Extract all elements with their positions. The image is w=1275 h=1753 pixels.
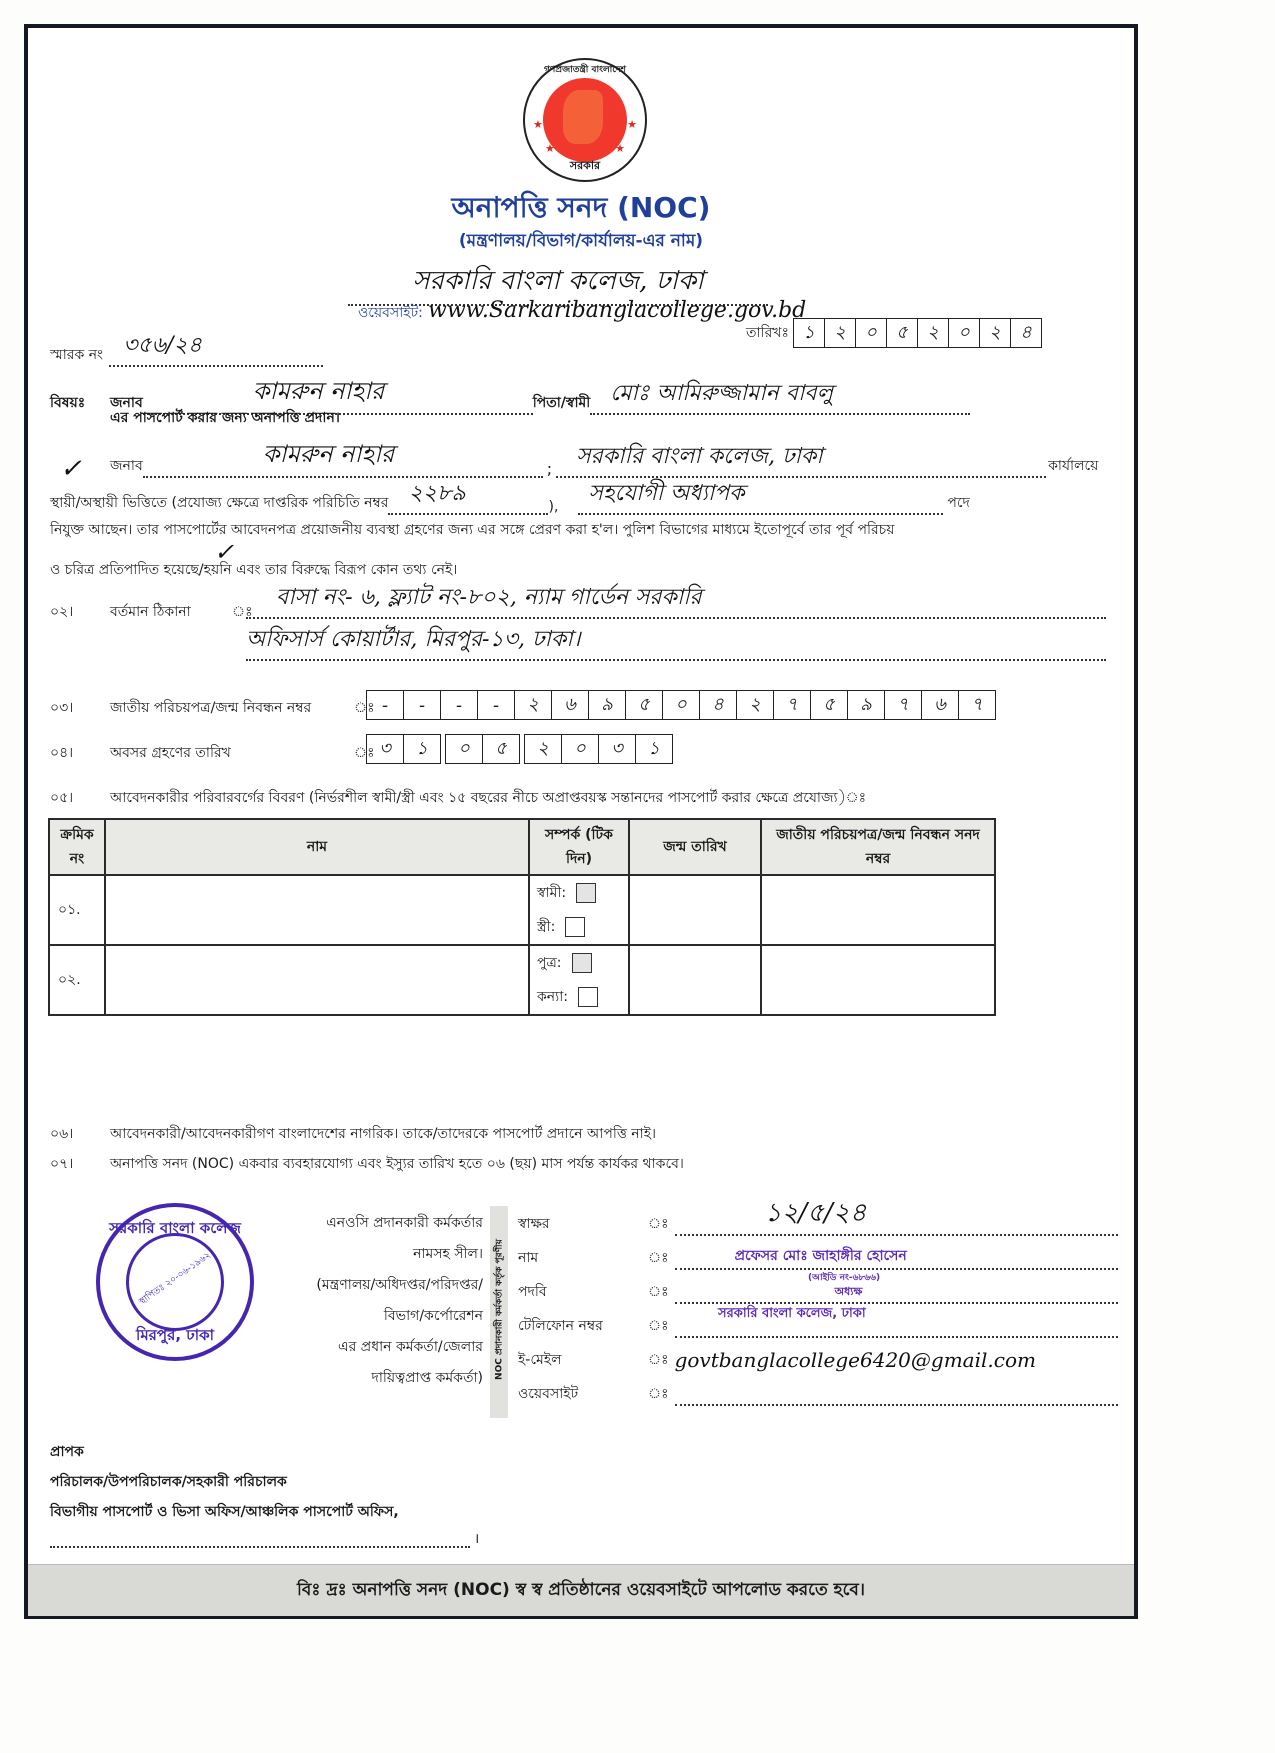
website-field[interactable]: www.Sarkaribanglacollege.gov.bd [428, 298, 807, 323]
officer-desc-line: এনওসি প্রদানকারী কর্মকর্তার [326, 1215, 483, 1231]
field-colon: ঃ [648, 1250, 669, 1266]
body-name-field[interactable]: কামরুন নাহার [143, 436, 543, 478]
item-02-number: ০২। [50, 604, 74, 620]
email-label: ই-মেইল [518, 1352, 562, 1368]
col-relation: সম্পর্ক (টিক দিন) [529, 819, 629, 875]
father-label: পিতা/স্বামী [532, 395, 591, 411]
name-label: নাম [518, 1250, 539, 1266]
digit-box[interactable]: ৬ [921, 691, 958, 719]
phone-field[interactable] [675, 1318, 1118, 1338]
row-dob-cell[interactable] [629, 945, 761, 1015]
retirement-day[interactable] [366, 734, 441, 764]
father-name-field[interactable]: মোঃ আমিরুজ্জামান বাবলু [590, 376, 970, 415]
digit-box[interactable]: ৭ [773, 691, 810, 719]
bangladesh-map-icon [563, 90, 603, 144]
star-icon: ★ [627, 118, 637, 131]
field-colon: ঃ [648, 1216, 669, 1232]
row-dob-cell[interactable] [629, 875, 761, 945]
signature-label: স্বাক্ষর [518, 1216, 550, 1232]
retirement-month[interactable] [445, 734, 520, 764]
row-nid-cell[interactable] [761, 945, 995, 1015]
designation-label: পদবি [518, 1284, 547, 1300]
officer-desc-line: দায়িত্বপ্রাপ্ত কর্মকর্তা) [371, 1370, 483, 1386]
basis-text: স্থায়ী/অস্থায়ী ভিত্তিতে (প্রযোজ্য ক্ষেত্রে দাপ্তরিক পরিচিতি নম্বর [50, 495, 389, 511]
website-label: ওয়েবসাইট: [358, 305, 423, 321]
digit-box[interactable]: - [440, 691, 477, 719]
emblem-text-top: গণপ্রজাতন্ত্রী বাংলাদেশ [544, 65, 626, 75]
recipient-office-field[interactable] [50, 1528, 470, 1548]
digit-box[interactable]: ৫ [886, 319, 917, 347]
digit-box[interactable]: ০ [662, 691, 699, 719]
seal-text-top: সরকারি বাংলা কলেজ [109, 1219, 241, 1237]
officer-designation-field[interactable]: অধ্যক্ষ [675, 1283, 1118, 1304]
digit-box[interactable]: ৪ [699, 691, 736, 719]
subject-name-field[interactable]: কামরুন নাহার [143, 373, 533, 415]
digit-box[interactable]: ২ [917, 319, 948, 347]
col-name: নাম [105, 819, 529, 875]
item-04-colon: ঃ [354, 745, 375, 761]
relation-husband-label: স্বামী: [537, 885, 567, 901]
tick-mark: ✓ [214, 538, 235, 566]
row-name-cell[interactable] [105, 875, 529, 945]
star-icon: ★ [545, 142, 555, 155]
digit-box[interactable]: ৯ [847, 691, 884, 719]
item-03-colon: ঃ [354, 700, 375, 716]
id-close: ), [548, 499, 559, 515]
digit-box[interactable]: ০ [458, 737, 470, 759]
field-colon: ঃ [648, 1284, 669, 1300]
digit-box[interactable]: ৩ [598, 735, 635, 763]
address-line-1[interactable]: বাসা নং- ৬, ফ্ল্যাট নং-৮০২, ন্যাম গার্ডেন সরকারি [246, 580, 1106, 619]
digit-box[interactable]: ৩ [379, 737, 391, 759]
officer-desc-line: বিভাগ/কর্পোরেশন [383, 1308, 483, 1324]
item-07-number: ০৭। [50, 1156, 74, 1172]
digit-box[interactable]: ৫ [625, 691, 662, 719]
digit-box[interactable]: ২ [537, 737, 549, 759]
memo-label: স্মারক নং [50, 347, 104, 363]
officer-name-field[interactable]: প্রফেসর মোঃ জাহাঙ্গীর হোসেন [675, 1244, 1118, 1270]
officer-fields: স্বাক্ষর ঃ ১২/৫/২৪ নাম ঃ প্রফেসর মোঃ জাহাঙ্গীর হোসেন (আইডি নং-৬৮৬৬) পদবি ঃ অধ্যক্ষ সরকারি বাংলা কলেজ, ঢাকা টেলিফোন নম্বর ঃ ই-মেইল ঃ govtbanglacollege6420@gmail.com ওয়েবসাইট ঃ [518, 1202, 1118, 1406]
designation-suffix: পদে [947, 495, 970, 511]
retirement-year[interactable] [524, 734, 673, 764]
relation-son-checkbox[interactable] [572, 953, 592, 973]
item-06-text: আবেদনকারী/আবেদনকারীগণ বাংলাদেশের নাগরিক। তাকে/তাদেরকে পাসপোর্ট প্রদানে আপত্তি নাই। [110, 1126, 657, 1142]
subject-mr-label: জনাব [110, 395, 143, 411]
form-title: অনাপত্তি সনদ (NOC) [451, 191, 711, 224]
relation-daughter-label: কন্যা: [537, 989, 568, 1005]
body-office-field[interactable]: সরকারি বাংলা কলেজ, ঢাকা [556, 439, 1046, 478]
officer-desc-line: নামসহ সীল। [413, 1246, 483, 1262]
digit-box[interactable]: ২ [824, 319, 855, 347]
body-paragraph-2: ও চরিত্র প্রতিপাদিত হয়েছে/হয়নি এবং তার বিরুদ্ধে বিরূপ কোন তথ্য নেই। [50, 562, 458, 578]
digit-box[interactable]: ২ [736, 691, 773, 719]
digit-box[interactable]: ৭ [884, 691, 921, 719]
item-04-label: অবসর গ্রহণের তারিখ [110, 745, 231, 761]
item-05-number: ০৫। [50, 790, 74, 806]
date-label: তারিখঃ [746, 325, 789, 341]
relation-wife-label: স্ত্রী: [537, 919, 556, 935]
digit-box[interactable]: ১ [803, 321, 815, 343]
row-nid-cell[interactable] [761, 875, 995, 945]
officer-website-field[interactable] [675, 1386, 1118, 1406]
recipient-line-1: পরিচালক/উপপরিচালক/সহকারী পরিচালক [50, 1474, 287, 1490]
field-colon: ঃ [648, 1318, 669, 1334]
office-name-field[interactable]: সরকারি বাংলা কলেজ, ঢাকা [348, 260, 768, 306]
field-colon: ঃ [648, 1352, 669, 1368]
email-field[interactable]: govtbanglacollege6420@gmail.com [674, 1348, 1036, 1372]
form-subtitle: (মন্ত্রণালয়/বিভাগ/কার্যালয়-এর নাম) [458, 231, 704, 251]
tick-mark: ✓ [60, 454, 82, 484]
relation-wife-checkbox[interactable] [565, 917, 585, 937]
digit-box[interactable]: ১ [403, 735, 440, 763]
designation-field[interactable]: সহযোগী অধ্যাপক [578, 476, 943, 515]
digit-box[interactable]: ০ [855, 319, 886, 347]
digit-box[interactable]: ২ [514, 691, 551, 719]
recipient-label: প্রাপক [50, 1444, 84, 1460]
memo-number-field[interactable]: ৩৫৬/২৪ [109, 328, 323, 367]
item-05-label: আবেদনকারীর পরিবারবর্গের বিবরণ (নির্ভরশীল স্বামী/স্ত্রী এবং ১৫ বছরের নীচে অপ্রাপ্তবয়স্ক সন্তানদের পাসপোর্ট করার ক্ষেত্রে প্রযোজ্য)ঃ [110, 790, 867, 806]
body-paragraph-1: নিযুক্ত আছেন। তার পাসপোর্টের আবেদনপত্র প্রয়োজনীয় ব্যবস্থা গ্রহণের জন্য এর সঙ্গে প্রেরণ করা হ'ল। পুলিশ বিভাগের মাধ্যমে ইতোপূর্বে তার পূর্ব পরিচয় [50, 522, 895, 538]
table-row [49, 875, 995, 945]
relation-son-label: পুত্র: [537, 955, 562, 971]
digit-box[interactable]: - [403, 691, 440, 719]
digit-box[interactable]: ৯ [588, 691, 625, 719]
officer-desc-line: (মন্ত্রণালয়/অধিদপ্তর/পরিদপ্তর/ [316, 1277, 483, 1293]
digit-box[interactable]: - [381, 694, 389, 716]
government-emblem [523, 58, 647, 182]
officer-side-band [490, 1206, 508, 1418]
item-03-number: ০৩। [50, 700, 74, 716]
digit-box[interactable]: ৪ [1010, 319, 1041, 347]
digit-box[interactable]: ২ [979, 319, 1010, 347]
star-icon: ★ [615, 142, 625, 155]
item-02-colon: ঃ [232, 604, 253, 620]
item-04-number: ০৪। [50, 745, 74, 761]
officer-description [278, 1208, 483, 1394]
field-colon: ঃ [648, 1386, 669, 1402]
col-serial: ক্রমিক নং [49, 819, 105, 875]
item-07-text: অনাপত্তি সনদ (NOC) একবার ব্যবহারযোগ্য এবং ইস্যুর তারিখ হতে ০৬ (ছয়) মাস পর্যন্ত কার্যকর থাকবে। [110, 1156, 684, 1172]
digit-box[interactable]: ৭ [958, 691, 995, 719]
signature-date: ১২/৫/২৪ [764, 1198, 867, 1228]
nid-number-boxes[interactable] [366, 690, 996, 720]
item-03-label: জাতীয় পরিচয়পত্র/জন্ম নিবন্ধন নম্বর [110, 700, 312, 716]
row-name-cell[interactable] [105, 945, 529, 1015]
col-nid: জাতীয় পরিচয়পত্র/জন্ম নিবন্ধন সনদ নম্বর [761, 819, 995, 875]
digit-box[interactable]: ০ [561, 735, 598, 763]
footer-note: বিঃ দ্রঃ অনাপত্তি সনদ (NOC) স্ব স্ব প্রতিষ্ঠানের ওয়েবসাইটে আপলোড করতে হবে। [28, 1564, 1134, 1616]
issue-date-boxes[interactable] [793, 318, 1042, 348]
row-serial: ০২. [49, 945, 105, 1015]
relation-husband-checkbox[interactable] [576, 883, 596, 903]
seal-established: স্থাপিতঃ ২০-০৬-১৯৬২ [137, 1250, 213, 1308]
row-serial: ০১. [49, 875, 105, 945]
digit-box[interactable]: ১ [635, 735, 672, 763]
digit-box[interactable]: - [477, 691, 514, 719]
side-band-text: NOC প্রদানকারী কর্মকর্তা কর্তৃক পূরণীয় [494, 1239, 505, 1380]
official-id-field[interactable]: ২২৮৯ [388, 476, 548, 515]
office-suffix: কার্যালয়ে [1048, 458, 1099, 474]
digit-box[interactable]: ০ [948, 319, 979, 347]
address-line-2[interactable]: অফিসার্স কোয়ার্টার, মিরপুর-১৩, ঢাকা। [246, 622, 1106, 661]
subject-label: বিষয়ঃ [50, 395, 86, 411]
phone-label: টেলিফোন নম্বর [518, 1318, 603, 1334]
body-mr-label: জনাব [110, 458, 143, 474]
college-seal [96, 1203, 254, 1361]
relation-daughter-checkbox[interactable] [578, 987, 598, 1007]
digit-box[interactable]: ৬ [551, 691, 588, 719]
table-row [49, 945, 995, 1015]
digit-box[interactable]: ৫ [482, 735, 519, 763]
seal-text-bottom: মিরপুর, ঢাকা [136, 1326, 214, 1344]
signature-field[interactable] [675, 1198, 1118, 1236]
item-06-number: ০৬। [50, 1126, 74, 1142]
officer-desc-line: এর প্রধান কর্মকর্তা/জেলার [337, 1339, 483, 1355]
item-02-label: বর্তমান ঠিকানা [110, 604, 191, 620]
digit-box[interactable]: ৫ [810, 691, 847, 719]
emblem-text-bottom: সরকার [569, 159, 601, 172]
recipient-line-end: । [474, 1531, 480, 1547]
family-table [48, 818, 996, 1016]
retirement-date-boxes[interactable] [366, 734, 673, 764]
noc-form: গণপ্রজাতন্ত্রী বাংলাদেশ সরকার ★ ★ ★ ★ অনাপত্তি সনদ (NOC) (মন্ত্রণালয়/বিভাগ/কার্যালয়-এর নাম) সরকারি বাংলা কলেজ, ঢাকা ওয়েবসাইট: www.Sarkaribanglacollege.gov.bd স্মারক নং ৩৫৬/২৪ তারিখঃ ১ ২ ০ ৫ ২ ০ ২ ৪ বিষয়ঃ জনাব কামরুন নাহার পিতা/স্বামী মোঃ আমিরুজ্জামান বাবলু এর পাসপোর্ট করার জন্য অনাপত্তি প্রদান। জনাব কামরুন নাহার ; সরকারি বাংলা কলেজ, ঢাকা কার্যালয়ে ✓ স্থায়ী/অস্থায়ী ভিত্তিতে (প্রযোজ্য ক্ষেত্রে দাপ্তরিক পরিচিতি নম্বর ২২৮৯ ), সহযোগী অধ্যাপক পদে নিযুক্ত আছেন। তার পাসপোর্টের আবেদনপত্র প্রয়োজনীয় ব্যবস্থা গ্রহণের জন্য এর সঙ্গে প্রেরণ করা হ'ল। পুলিশ বিভাগের মাধ্যমে ইতোপূর্বে তার পূর্ব পরিচয় ও চরিত্র প্রতিপাদিত হয়েছে/হয়নি এবং তার বিরুদ্ধে বিরূপ কোন তথ্য নেই। ✓ ০২। বর্তমান ঠিকানা ঃ বাসা নং- ৬, ফ্ল্যাট নং-৮০২, ন্যাম গার্ডেন সরকারি অফিসার্স কোয়ার্টার, মিরপুর-১৩, ঢাকা। ০৩। জাতীয় পরিচয়পত্র/জন্ম নিবন্ধন নম্বর ঃ - - - - ২ ৬ ৯ ৫ ০ ৪ ২ ৭ ৫ ৯ ৭ ৬ ৭ ০৪। অবসর গ্রহণের তারিখ ঃ ৩ ১ ০ ৫ ২ ০ ৩ ১ ০৫। আবেদনকারীর পরিবারবর্গের বিবরণ (নির্ভরশীল স্বামী/স্ত্রী এবং ১৫ বছরের নীচে অপ্রাপ্তবয়স্ক সন্তানদের পাসপোর্ট করার ক্ষেত্রে প্রযোজ্য)ঃ ক্রমিক নং নাম সম্পর্ক (টিক দিন) জন্ম তারিখ জাতীয় পরিচয়পত্র/জন্ম নিবন্ধন সনদ নম্বর ০১. স্বামী: স্ত্রী: ০২. পুত্র: কন্যা: ০৬। আবেদনকারী/আবেদনকারীগণ বাংলাদেশের নাগরিক। তাকে/তাদেরকে পাসপোর্ট প্রদানে আপত্তি নাই। ০৭। অনাপত্তি সনদ (NOC) একবার ব্যবহারযোগ্য এবং ইস্যুর তারিখ হতে ০৬ (ছয়) মাস পর্যন্ত কার্যকর থাকবে। সরকারি বাংলা কলেজ স্থাপিতঃ ২০-০৬-১৯৬২ মিরপুর, ঢাকা এনওসি প্রদানকারী কর্মকর্তার নামসহ সীল। (মন্ত্রণালয়/অধিদপ্তর/পরিদপ্তর/ বিভাগ/কর্পোরেশন এর প্রধান কর্মকর্তা/জেলার দায়িত্বপ্রাপ্ত কর্মকর্তা) NOC প্রদানকারী কর্মকর্তা কর্তৃক পূরণীয় স্বাক্ষর ঃ ১২/৫/২৪ নাম ঃ প্রফেসর মোঃ জাহাঙ্গীর হোসেন (আইডি নং-৬৮৬৬) পদবি ঃ অধ্যক্ষ সরকারি বাংলা কলেজ, ঢাকা টেলিফোন নম্বর ঃ ই-মেইল ঃ govtbanglacollege6420@gmail.com ওয়েবসাইট ঃ প্রাপক পরিচালক/উপপরিচালক/সহকারী পরিচালক বিভাগীয় পাসপোর্ট ও ভিসা অফিস/আঞ্চলিক পাসপোর্ট অফিস, । বিঃ দ্রঃ অনাপত্তি সনদ (NOC) স্ব স্ব প্রতিষ্ঠানের ওয়েবসাইটে আপলোড করতে হবে। [24, 24, 1138, 1619]
star-icon: ★ [533, 118, 543, 131]
subject-line2: এর পাসপোর্ট করার জন্য অনাপত্তি প্রদান। [110, 410, 340, 426]
recipient-line-2: বিভাগীয় পাসপোর্ট ও ভিসা অফিস/আঞ্চলিক পাসপোর্ট অফিস, [50, 1504, 399, 1520]
col-dob: জন্ম তারিখ [629, 819, 761, 875]
website-field-label: ওয়েবসাইট [518, 1386, 579, 1402]
